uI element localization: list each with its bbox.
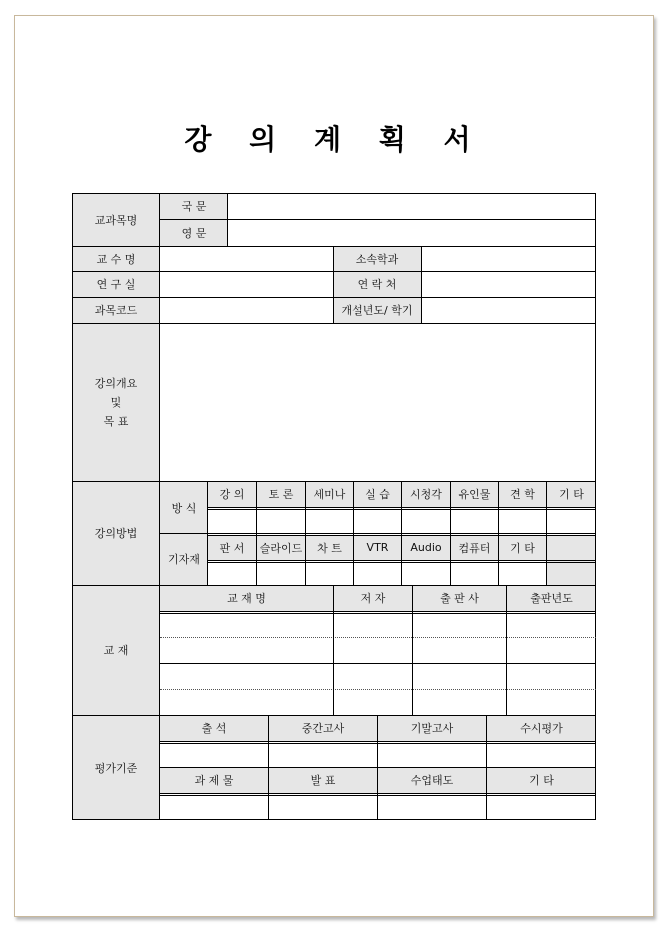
textbook-title-header: 교 재 명	[227, 592, 266, 605]
course-code-field[interactable]	[160, 297, 333, 323]
aid-other: 기 타	[510, 541, 535, 555]
style-lecture-check[interactable]	[208, 509, 256, 533]
aid-chart: 차 트	[317, 541, 342, 555]
aid-computer-check[interactable]	[451, 562, 498, 585]
eval-final-field[interactable]	[378, 743, 486, 767]
course-name-english-label: 영 문	[181, 226, 207, 240]
method-style-label: 방 식	[171, 501, 197, 515]
eval-attitude: 수업태도	[410, 774, 454, 787]
style-lecture: 강 의	[219, 488, 245, 501]
style-audiovisual-check[interactable]	[402, 509, 450, 533]
course-name-label: 교과목명	[94, 213, 138, 227]
style-practice-check[interactable]	[354, 509, 401, 533]
professor-label: 교 수 명	[96, 252, 136, 266]
method-aids-label: 기자재	[168, 553, 200, 566]
style-seminar-check[interactable]	[306, 509, 353, 533]
aid-vtr: VTR	[366, 541, 389, 554]
style-seminar: 세미나	[313, 488, 346, 501]
aid-slide-check[interactable]	[257, 562, 305, 585]
textbook-entries-area[interactable]	[160, 613, 596, 715]
eval-presentation-field[interactable]	[269, 795, 377, 820]
style-fieldtrip: 견 학	[510, 488, 535, 501]
style-handout: 유인물	[458, 488, 491, 501]
eval-presentation: 발 표	[310, 774, 336, 787]
method-label: 강의방법	[94, 527, 138, 540]
aid-computer: 컴퓨터	[458, 541, 491, 555]
professor-field[interactable]	[160, 246, 333, 271]
overview-field[interactable]	[160, 323, 596, 481]
aid-board: 판 서	[219, 541, 245, 555]
eval-attitude-field[interactable]	[378, 795, 486, 820]
department-label: 소속학과	[355, 252, 399, 266]
overview-label: 강의개요 및 목 표	[94, 376, 138, 428]
aid-other-check[interactable]	[499, 562, 546, 585]
eval-other-field[interactable]	[487, 795, 596, 820]
aid-chart-check[interactable]	[306, 562, 353, 585]
textbook-label: 교 재	[103, 644, 129, 657]
aid-board-check[interactable]	[208, 562, 256, 585]
aid-audio-check[interactable]	[402, 562, 450, 585]
eval-other: 기 타	[529, 774, 554, 787]
eval-assignment: 과 제 물	[194, 774, 234, 787]
style-practice: 실 습	[365, 488, 390, 501]
page-title: 강 의 계 획 서	[184, 123, 485, 156]
course-name-english-field[interactable]	[228, 219, 596, 246]
year-term-label: 개설년도/ 학기	[341, 304, 413, 317]
eval-assignment-field[interactable]	[160, 795, 268, 820]
contact-label: 연 락 처	[357, 278, 397, 291]
eval-midterm-field[interactable]	[269, 743, 377, 767]
textbook-publisher-header: 출 판 사	[440, 592, 479, 605]
style-handout-check[interactable]	[451, 509, 498, 533]
style-discussion: 토 론	[268, 488, 294, 501]
eval-final: 기말고사	[410, 722, 454, 735]
aid-audio: Audio	[410, 541, 442, 554]
eval-quiz-field[interactable]	[487, 743, 596, 767]
textbook-year-header: 출판년도	[530, 592, 573, 605]
department-field[interactable]	[421, 246, 596, 271]
style-other-check[interactable]	[547, 509, 596, 533]
eval-midterm: 중간고사	[301, 722, 345, 735]
style-other: 기 타	[559, 488, 584, 501]
eval-quiz: 수시평가	[520, 722, 563, 735]
contact-field[interactable]	[421, 271, 596, 297]
course-name-korean-field[interactable]	[228, 193, 596, 219]
eval-attendance: 출 석	[201, 722, 227, 735]
course-name-korean-label: 국 문	[181, 200, 207, 213]
evaluation-label: 평가기준	[94, 761, 138, 775]
office-label: 연 구 실	[96, 278, 136, 291]
style-audiovisual: 시청각	[410, 488, 442, 501]
textbook-author-header: 저 자	[360, 592, 386, 605]
style-fieldtrip-check[interactable]	[499, 509, 546, 533]
aid-vtr-check[interactable]	[354, 562, 401, 585]
course-code-label: 과목코드	[94, 304, 138, 317]
eval-attendance-field[interactable]	[160, 743, 268, 767]
year-term-field[interactable]	[421, 297, 596, 323]
office-field[interactable]	[160, 271, 333, 297]
style-discussion-check[interactable]	[257, 509, 305, 533]
aid-slide: 슬라이드	[259, 541, 303, 555]
